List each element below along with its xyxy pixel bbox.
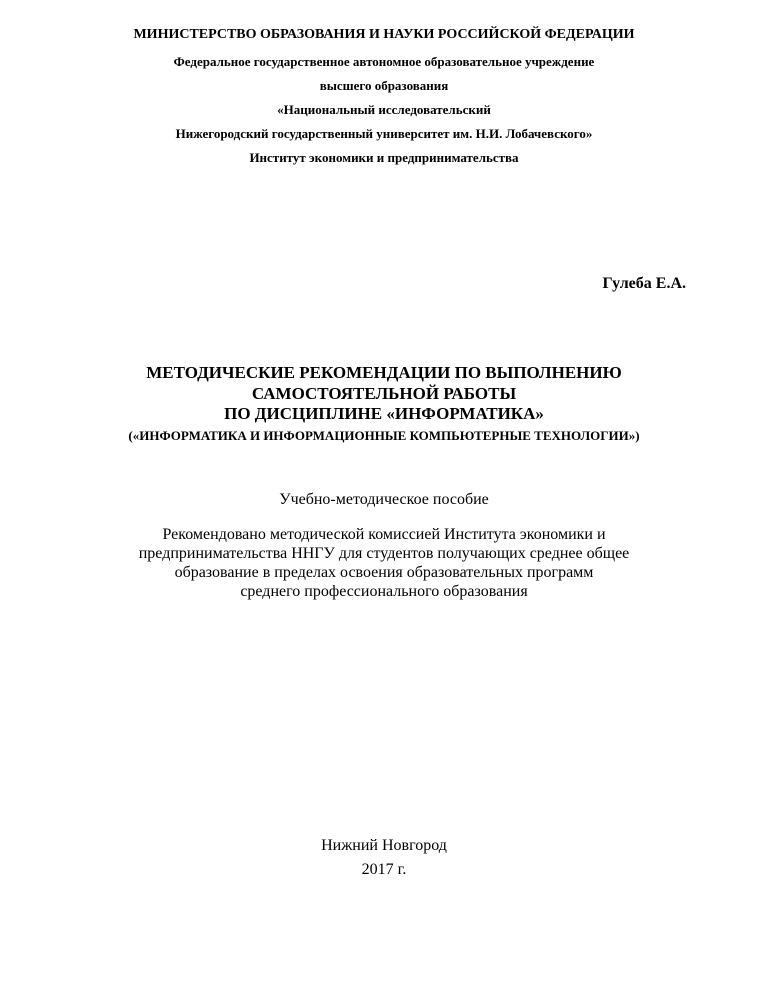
institution-line-2: высшего образования [319, 78, 449, 93]
institute-name: Институт экономики и предпринимательства [249, 150, 519, 165]
recommendation-line-4: среднего профессионального образования [240, 583, 528, 600]
title-line-3: ПО ДИСЦИПЛИНЕ «ИНФОРМАТИКА» [224, 404, 544, 423]
document-type: Учебно-методическое пособие [279, 491, 489, 508]
recommendation-line-1: Рекомендовано методической комиссией Института экономики и [162, 526, 606, 543]
recommendation-line-3: образование в пределах освоения образовательных программ [174, 564, 594, 581]
institution-line-1: Федеральное государственное автономное образовательное учреждение [173, 54, 595, 69]
author-name: Гулеба Е.А. [602, 275, 686, 292]
title-line-4: («ИНФОРМАТИКА И ИНФОРМАЦИОННЫЕ КОМПЬЮТЕРНЫЕ ТЕХНОЛОГИИ») [128, 428, 640, 443]
institution-line-3: «Национальный исследовательский [277, 102, 491, 117]
institution-line-4: Нижегородский государственный университет им. Н.И. Лобачевского» [175, 126, 593, 141]
title-line-1: МЕТОДИЧЕСКИЕ РЕКОМЕНДАЦИИ ПО ВЫПОЛНЕНИЮ [146, 363, 622, 382]
ministry-heading: МИНИСТЕРСТВО ОБРАЗОВАНИЯ И НАУКИ РОССИЙСКОЙ ФЕДЕРАЦИИ [133, 27, 635, 42]
publication-city: Нижний Новгород [321, 837, 447, 854]
title-line-2: САМОСТОЯТЕЛЬНОЙ РАБОТЫ [251, 384, 517, 403]
recommendation-line-2: предпринимательства ННГУ для студентов получающих среднее общее [138, 545, 630, 562]
publication-year: 2017 г. [361, 861, 407, 878]
